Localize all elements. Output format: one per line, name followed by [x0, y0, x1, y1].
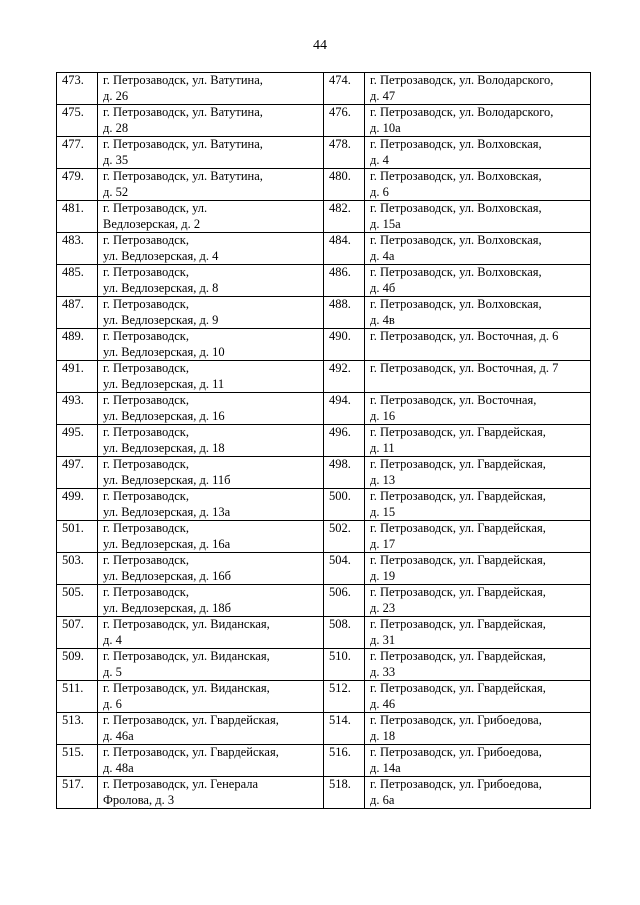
- table-row: [57, 393, 591, 425]
- table-row: [57, 233, 591, 265]
- row-number-left: 501.: [57, 521, 98, 553]
- address-left: г. Петрозаводск, ул. Ведлозерская, д. 16б: [98, 553, 324, 585]
- address-right: г. Петрозаводск, ул. Володарского, д. 47: [365, 73, 591, 105]
- address-right: г. Петрозаводск, ул. Волховская, д. 4в: [365, 297, 591, 329]
- row-number-left: 497.: [57, 457, 98, 489]
- address-left: г. Петрозаводск, ул. Ведлозерская, д. 18б: [98, 585, 324, 617]
- table-row: [57, 329, 591, 361]
- table-row: [57, 297, 591, 329]
- address-right: г. Петрозаводск, ул. Грибоедова, д. 14а: [365, 745, 591, 777]
- row-number-right: 478.: [324, 137, 365, 169]
- page-number: 44: [313, 38, 327, 53]
- row-number-left: 511.: [57, 681, 98, 713]
- row-number-right: 492.: [324, 361, 365, 393]
- row-number-right: 516.: [324, 745, 365, 777]
- address-left: г. Петрозаводск, ул. Ватутина, д. 52: [98, 169, 324, 201]
- address-table: [56, 72, 591, 809]
- address-left: г. Петрозаводск, ул. Ведлозерская, д. 18: [98, 425, 324, 457]
- row-number-left: 503.: [57, 553, 98, 585]
- row-number-left: 477.: [57, 137, 98, 169]
- row-number-right: 474.: [324, 73, 365, 105]
- row-number-left: 481.: [57, 201, 98, 233]
- row-number-left: 485.: [57, 265, 98, 297]
- row-number-left: 515.: [57, 745, 98, 777]
- row-number-right: 496.: [324, 425, 365, 457]
- row-number-left: 495.: [57, 425, 98, 457]
- row-number-left: 483.: [57, 233, 98, 265]
- row-number-left: 509.: [57, 649, 98, 681]
- address-right: г. Петрозаводск, ул. Гвардейская, д. 13: [365, 457, 591, 489]
- address-left: г. Петрозаводск, ул. Ведлозерская, д. 4: [98, 233, 324, 265]
- table-row: [57, 105, 591, 137]
- row-number-right: 490.: [324, 329, 365, 361]
- row-number-right: 476.: [324, 105, 365, 137]
- address-left: г. Петрозаводск, ул. Ватутина, д. 35: [98, 137, 324, 169]
- address-right: г. Петрозаводск, ул. Восточная, д. 6: [365, 329, 591, 361]
- table-row: [57, 553, 591, 585]
- address-right: г. Петрозаводск, ул. Гвардейская, д. 11: [365, 425, 591, 457]
- address-right: г. Петрозаводск, ул. Волховская, д. 15а: [365, 201, 591, 233]
- row-number-left: 491.: [57, 361, 98, 393]
- table-row: [57, 137, 591, 169]
- row-number-right: 518.: [324, 777, 365, 809]
- address-left: г. Петрозаводск, ул. Ведлозерская, д. 16: [98, 393, 324, 425]
- address-left: г. Петрозаводск, ул. Ведлозерская, д. 11б: [98, 457, 324, 489]
- row-number-right: 486.: [324, 265, 365, 297]
- address-left: г. Петрозаводск, ул. Ведлозерская, д. 10: [98, 329, 324, 361]
- table-row: [57, 169, 591, 201]
- row-number-right: 510.: [324, 649, 365, 681]
- address-left: г. Петрозаводск, ул. Ватутина, д. 26: [98, 73, 324, 105]
- table-row: [57, 489, 591, 521]
- table-row: [57, 521, 591, 553]
- table-row: [57, 585, 591, 617]
- address-left: г. Петрозаводск, ул. Генерала Фролова, д. 3: [98, 777, 324, 809]
- row-number-right: 480.: [324, 169, 365, 201]
- address-right: г. Петрозаводск, ул. Володарского, д. 10а: [365, 105, 591, 137]
- address-right: г. Петрозаводск, ул. Волховская, д. 6: [365, 169, 591, 201]
- row-number-left: 513.: [57, 713, 98, 745]
- row-number-right: 502.: [324, 521, 365, 553]
- address-left: г. Петрозаводск, ул. Ведлозерская, д. 16а: [98, 521, 324, 553]
- row-number-left: 479.: [57, 169, 98, 201]
- address-left: г. Петрозаводск, ул. Виданская, д. 6: [98, 681, 324, 713]
- address-right: г. Петрозаводск, ул. Грибоедова, д. 6а: [365, 777, 591, 809]
- address-right: г. Петрозаводск, ул. Гвардейская, д. 15: [365, 489, 591, 521]
- address-left: г. Петрозаводск, ул. Виданская, д. 4: [98, 617, 324, 649]
- table-row: [57, 777, 591, 809]
- address-left: г. Петрозаводск, ул. Ведлозерская, д. 11: [98, 361, 324, 393]
- table-row: [57, 425, 591, 457]
- table-row: [57, 73, 591, 105]
- row-number-right: 504.: [324, 553, 365, 585]
- address-left: г. Петрозаводск, ул. Ведлозерская, д. 8: [98, 265, 324, 297]
- address-left: г. Петрозаводск, ул. Ведлозерская, д. 13а: [98, 489, 324, 521]
- address-left: г. Петрозаводск, ул. Гвардейская, д. 46а: [98, 713, 324, 745]
- row-number-right: 484.: [324, 233, 365, 265]
- address-right: г. Петрозаводск, ул. Волховская, д. 4: [365, 137, 591, 169]
- address-table-body: [57, 73, 591, 809]
- address-left: г. Петрозаводск, ул. Ведлозерская, д. 2: [98, 201, 324, 233]
- address-right: г. Петрозаводск, ул. Гвардейская, д. 23: [365, 585, 591, 617]
- row-number-right: 500.: [324, 489, 365, 521]
- address-right: г. Петрозаводск, ул. Волховская, д. 4а: [365, 233, 591, 265]
- row-number-right: 512.: [324, 681, 365, 713]
- row-number-right: 494.: [324, 393, 365, 425]
- row-number-left: 493.: [57, 393, 98, 425]
- row-number-left: 499.: [57, 489, 98, 521]
- address-right: г. Петрозаводск, ул. Гвардейская, д. 46: [365, 681, 591, 713]
- table-row: [57, 201, 591, 233]
- row-number-right: 514.: [324, 713, 365, 745]
- address-right: г. Петрозаводск, ул. Гвардейская, д. 33: [365, 649, 591, 681]
- address-right: г. Петрозаводск, ул. Гвардейская, д. 19: [365, 553, 591, 585]
- row-number-left: 507.: [57, 617, 98, 649]
- table-row: [57, 457, 591, 489]
- address-left: г. Петрозаводск, ул. Виданская, д. 5: [98, 649, 324, 681]
- address-left: г. Петрозаводск, ул. Ведлозерская, д. 9: [98, 297, 324, 329]
- row-number-left: 473.: [57, 73, 98, 105]
- row-number-right: 488.: [324, 297, 365, 329]
- address-right: г. Петрозаводск, ул. Восточная, д. 16: [365, 393, 591, 425]
- row-number-left: 505.: [57, 585, 98, 617]
- address-right: г. Петрозаводск, ул. Волховская, д. 4б: [365, 265, 591, 297]
- row-number-right: 482.: [324, 201, 365, 233]
- table-row: [57, 649, 591, 681]
- table-row: [57, 681, 591, 713]
- row-number-left: 487.: [57, 297, 98, 329]
- table-row: [57, 713, 591, 745]
- row-number-left: 517.: [57, 777, 98, 809]
- address-left: г. Петрозаводск, ул. Гвардейская, д. 48а: [98, 745, 324, 777]
- table-row: [57, 745, 591, 777]
- address-right: г. Петрозаводск, ул. Гвардейская, д. 17: [365, 521, 591, 553]
- row-number-right: 506.: [324, 585, 365, 617]
- row-number-left: 489.: [57, 329, 98, 361]
- address-left: г. Петрозаводск, ул. Ватутина, д. 28: [98, 105, 324, 137]
- row-number-right: 508.: [324, 617, 365, 649]
- address-right: г. Петрозаводск, ул. Грибоедова, д. 18: [365, 713, 591, 745]
- table-row: [57, 265, 591, 297]
- address-right: г. Петрозаводск, ул. Гвардейская, д. 31: [365, 617, 591, 649]
- table-row: [57, 617, 591, 649]
- table-row: [57, 361, 591, 393]
- row-number-right: 498.: [324, 457, 365, 489]
- row-number-left: 475.: [57, 105, 98, 137]
- address-right: г. Петрозаводск, ул. Восточная, д. 7: [365, 361, 591, 393]
